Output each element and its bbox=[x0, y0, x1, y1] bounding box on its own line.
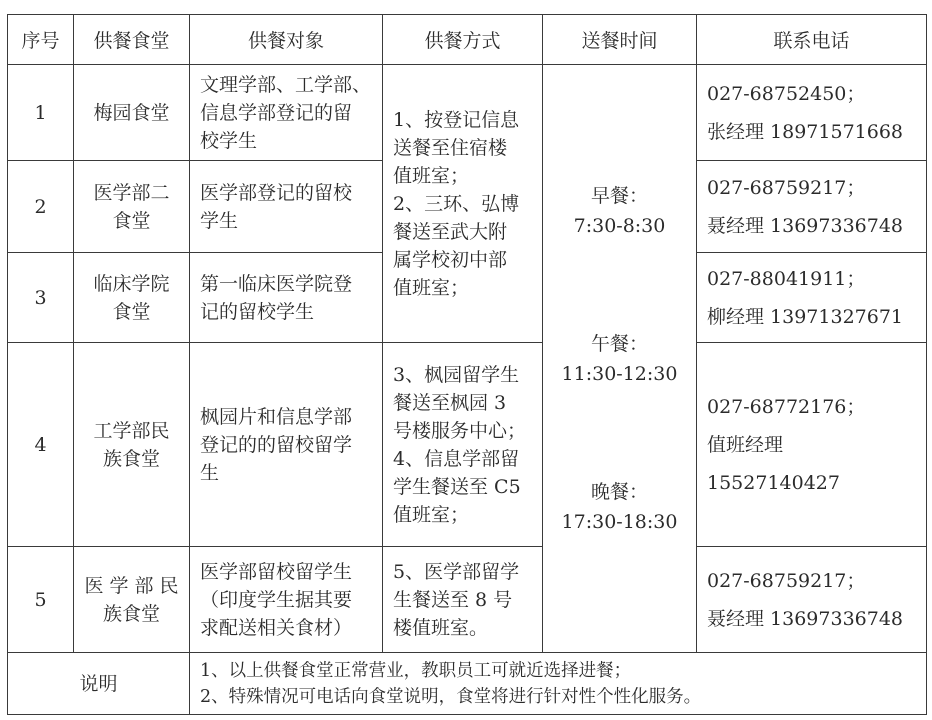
notes-content bbox=[190, 653, 927, 715]
row-contact bbox=[697, 343, 927, 547]
row-canteen: 临床学院 食堂 bbox=[74, 253, 190, 343]
breakfast-time: 7:30-8:30 bbox=[573, 214, 666, 237]
note-line: 1、以上供餐食堂正常营业，教职员工可就近选择进餐； bbox=[200, 660, 632, 681]
contact-phone: 027-68752450； bbox=[707, 82, 866, 105]
row-target: 第一临床医学院登 记的留校学生 bbox=[190, 253, 383, 343]
row-canteen: 工学部民 族食堂 bbox=[74, 343, 190, 547]
note-line: 2、特殊情况可电话向食堂说明，食堂将进行针对性个性化服务。 bbox=[200, 686, 702, 707]
lunch-label: 午餐： bbox=[590, 332, 648, 355]
row-no: 4 bbox=[8, 343, 74, 547]
row-canteen: 医学部二 食堂 bbox=[74, 161, 190, 253]
header-row bbox=[8, 15, 927, 65]
breakfast-label: 早餐： bbox=[590, 184, 648, 207]
header-time: 送餐时间 bbox=[543, 15, 697, 65]
header-target: 供餐对象 bbox=[190, 15, 383, 65]
method-group-4: 3、枫园留学生 餐送至枫园 3 号楼服务中心； 4、信息学部留 学生餐送至 C5 值班室； bbox=[383, 343, 543, 547]
dinner-time: 17:30-18:30 bbox=[561, 510, 678, 533]
table-row bbox=[8, 343, 927, 547]
method-group-5: 5、医学部留学 生餐送至 8 号 楼值班室。 bbox=[383, 547, 543, 653]
dinner-label: 晚餐： bbox=[590, 480, 648, 503]
row-no: 3 bbox=[8, 253, 74, 343]
table-row bbox=[8, 65, 927, 161]
row-target: 枫园片和信息学部 登记的的留校留学 生 bbox=[190, 343, 383, 547]
row-contact bbox=[697, 547, 927, 653]
contact-phone: 027-68759217； bbox=[707, 569, 866, 592]
row-contact bbox=[697, 253, 927, 343]
method-group-1-3: 1、按登记信息 送餐至住宿楼 值班室； 2、三环、弘博 餐送至武大附 属学校初中部 值班室； bbox=[383, 65, 543, 343]
notes-row bbox=[8, 653, 927, 715]
row-target: 文理学部、工学部、 信息学部登记的留 校学生 bbox=[190, 65, 383, 161]
row-no: 5 bbox=[8, 547, 74, 653]
row-target: 医学部留校留学生 （印度学生据其要 求配送相关食材） bbox=[190, 547, 383, 653]
delivery-times bbox=[543, 65, 697, 653]
row-no: 1 bbox=[8, 65, 74, 161]
contact-manager: 聂经理 13697336748 bbox=[707, 214, 904, 237]
canteen-schedule-table bbox=[7, 14, 927, 715]
header-method: 供餐方式 bbox=[383, 15, 543, 65]
row-canteen: 梅园食堂 bbox=[74, 65, 190, 161]
row-target: 医学部登记的留校 学生 bbox=[190, 161, 383, 253]
contact-manager: 张经理 18971571668 bbox=[707, 120, 904, 143]
contact-manager: 聂经理 13697336748 bbox=[707, 607, 904, 630]
table-row bbox=[8, 547, 927, 653]
row-contact bbox=[697, 65, 927, 161]
contact-phone: 027-68772176； bbox=[707, 395, 866, 418]
row-contact bbox=[697, 161, 927, 253]
lunch-time: 11:30-12:30 bbox=[561, 362, 678, 385]
contact-phone: 027-88041911； bbox=[707, 267, 866, 290]
header-canteen: 供餐食堂 bbox=[74, 15, 190, 65]
contact-phone: 027-68759217； bbox=[707, 176, 866, 199]
contact-manager: 值班经理 15527140427 bbox=[707, 433, 840, 494]
header-phone: 联系电话 bbox=[697, 15, 927, 65]
row-no: 2 bbox=[8, 161, 74, 253]
row-canteen: 医 学 部 民 族食堂 bbox=[74, 547, 190, 653]
notes-label: 说明 bbox=[8, 653, 190, 715]
header-no: 序号 bbox=[8, 15, 74, 65]
contact-manager: 柳经理 13971327671 bbox=[707, 305, 904, 328]
